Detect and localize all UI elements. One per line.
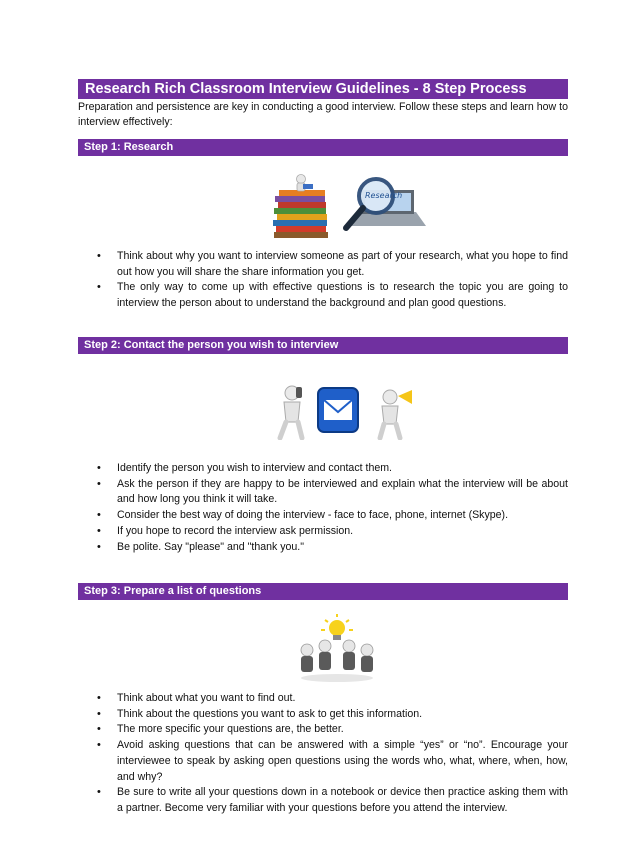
list-item: • If you hope to record the interview ask permission.: [78, 524, 568, 540]
step-1-heading: Step 1: Research: [78, 139, 568, 156]
intro-text: Preparation and persistence are key in conducting a good interview. Follow these steps and learn how to interview effectively:: [78, 101, 568, 128]
list-item: • Be sure to write all your questions down in a notebook or device then practice asking them with a partner. Become very familiar with your questions before you attend the interview.: [78, 785, 568, 816]
megaphone-figure-illustration: [376, 388, 420, 440]
step-3-list: [78, 691, 568, 817]
list-item: • Think about what you want to find out.: [78, 691, 568, 707]
list-item: • Think about why you want to interview someone as part of your research, what you hope to find out how you will share the share information you get.: [78, 249, 568, 280]
list-item: • Identify the person you wish to interview and contact them.: [78, 461, 568, 477]
phone-figure-illustration: [268, 384, 314, 440]
list-item: • Ask the person if they are happy to be interviewed and explain what the interview will be about and how long you think it will take.: [78, 477, 568, 508]
email-icon: [316, 386, 360, 434]
list-item: • The only way to come up with effective questions is to research the topic you are going to interview the person about to understand the background and plan good questions.: [78, 280, 568, 311]
step-1-list: [78, 249, 568, 312]
magnifier-laptop-illustration: [336, 176, 428, 238]
step-2-heading: Step 2: Contact the person you wish to interview: [78, 337, 568, 354]
document-title: Research Rich Classroom Interview Guidelines - 8 Step Process: [78, 79, 568, 99]
list-item: • Be polite. Say "please" and "thank you.": [78, 540, 568, 556]
books-figure-illustration: [270, 174, 332, 240]
list-item: • Consider the best way of doing the interview - face to face, phone, internet (Skype).: [78, 508, 568, 524]
research-image-text: Research: [365, 191, 403, 200]
list-item: • Think about the questions you want to ask to get this information.: [78, 707, 568, 723]
step-2-list: [78, 461, 568, 555]
list-item: • Avoid asking questions that can be answered with a simple “yes” or “no”. Encourage your interviewee to speak by asking open questions using the words who, what, where, when, how, and why?: [78, 738, 568, 785]
lightbulb-team-illustration: [293, 612, 379, 684]
list-item: • The more specific your questions are, the better.: [78, 722, 568, 738]
step-3-heading: Step 3: Prepare a list of questions: [78, 583, 568, 600]
